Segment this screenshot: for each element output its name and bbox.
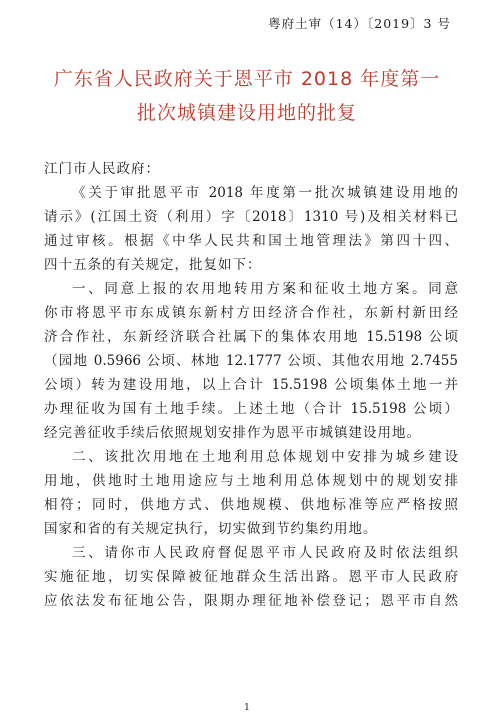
paragraph-4-line: 应依法发布征地公告，限期办理征地补偿登记；恩平市自然 (44, 593, 458, 609)
paragraph-2-line: 济合作社，东新经济联合社属下的集体农用地 15.5198 公顷 (44, 329, 458, 345)
paragraph-3-line: 用地，供地时土地用途应与土地利用总体规划中的规划安排 (44, 473, 458, 489)
paragraph-2-line: 你市将恩平市东成镇东新村方田经济合作社，东新村新田经 (44, 305, 458, 321)
title-line-2: 批次城镇建设用地的批复 (136, 102, 357, 124)
paragraph-3-line: 相符；同时，供地方式、供地规模、供地标准等应严格按照 (44, 497, 458, 513)
paragraph-4-line: 三、请你市人民政府督促恩平市人民政府及时依法组织 (72, 545, 458, 561)
title-line-1: 广东省人民政府关于恩平市 2018 年度第一 (53, 68, 441, 90)
paragraph-1-line: 《关于审批恩平市 2018 年度第一批次城镇建设用地的 (72, 185, 458, 201)
paragraph-1-line: 四十五条的有关规定，批复如下： (44, 257, 262, 273)
paragraph-2-line: 公顷）转为建设用地，以上合计 15.5198 公顷集体土地一并 (44, 377, 458, 393)
document-body (44, 181, 458, 613)
paragraph-2-line: （园地 0.5966 公顷、林地 12.1777 公顷、其他农用地 2.7455 (44, 353, 458, 369)
addressee: 江门市人民政府： (44, 161, 160, 177)
page-number: 1 (244, 703, 250, 713)
paragraph-3-line: 国家和省的有关规定执行，切实做到节约集约用地。 (44, 521, 378, 537)
paragraph-1-line: 通过审核。根据《中华人民共和国土地管理法》第四十四、 (44, 233, 458, 249)
document-number: 粤府土审（14）〔2019〕3 号 (268, 16, 451, 31)
document-title (0, 62, 494, 130)
paragraph-3-line: 二、该批次用地在土地利用总体规划中安排为城乡建设 (72, 449, 458, 465)
paragraph-1-line: 请示》(江国土资（利用）字〔2018〕1310 号)及相关材料已 (44, 209, 458, 225)
paragraph-2-line: 经完善征收手续后依照规划安排作为恩平市城镇建设用地。 (44, 425, 421, 441)
paragraph-2-line: 一、同意上报的农用地转用方案和征收土地方案。同意 (72, 281, 458, 297)
paragraph-2-line: 办理征收为国有土地手续。上述土地（合计 15.5198 公顷） (44, 401, 458, 417)
paragraph-4-line: 实施征地，切实保障被征地群众生活出路。恩平市人民政府 (44, 569, 458, 585)
